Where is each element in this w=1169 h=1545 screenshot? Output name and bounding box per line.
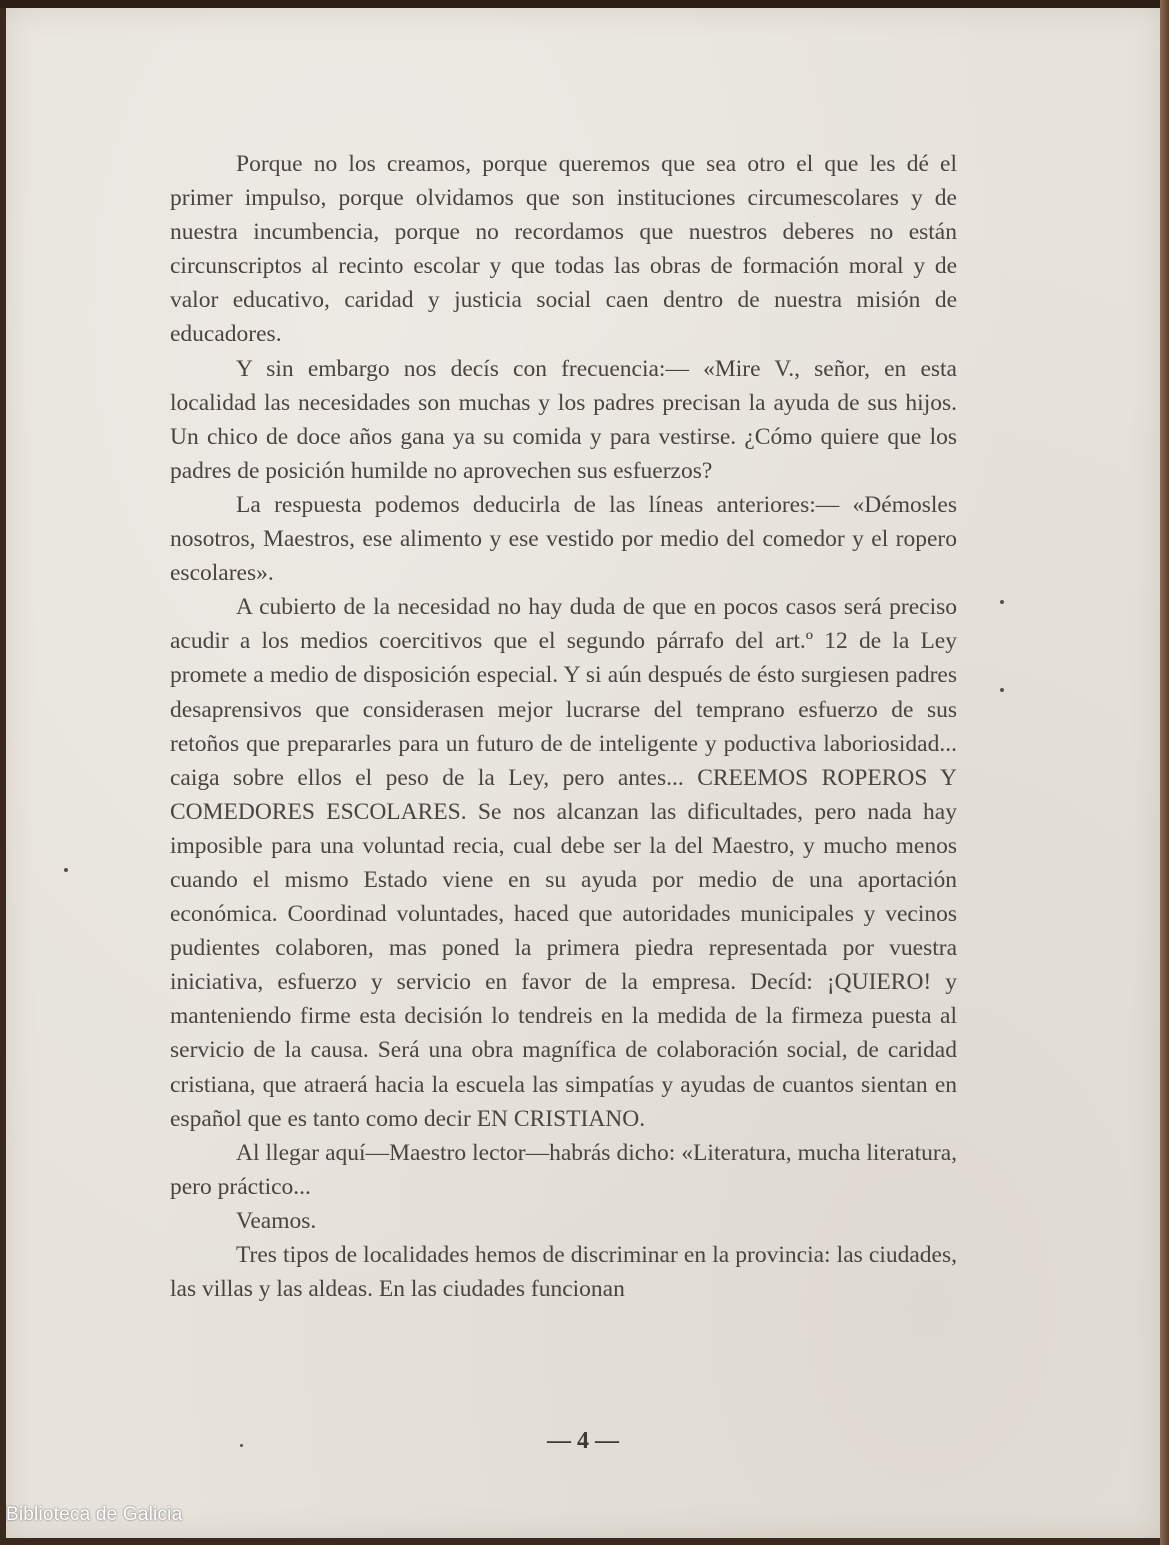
paragraph-6: Veamos. bbox=[236, 1207, 317, 1234]
body-text bbox=[170, 147, 957, 1306]
book-page bbox=[6, 8, 1160, 1538]
paragraph-5: Al llegar aquí—Maestro lector—habrás dicho: «Literatura, mucha literatura, pero práctico... bbox=[170, 1139, 957, 1200]
page-right-edge bbox=[1160, 0, 1169, 1545]
page-number: — 4 — bbox=[547, 1428, 619, 1454]
paper-speck bbox=[1000, 688, 1004, 692]
library-watermark: Biblioteca de Galicia bbox=[6, 1504, 183, 1525]
paragraph-1: Porque no los creamos, porque queremos que sea otro el que les dé el primer impulso, porque olvidamos que son instituciones circumescolares y de nuestra incumbencia, porque no recordamos que nuestros deberes no están circunscriptos al recinto escolar y que todas las obras de formación moral y de valor educativo, caridad y justicia social caen dentro de nuestra misión de educadores. bbox=[170, 151, 957, 348]
paragraph-3: La respuesta podemos deducirla de las líneas anteriores:— «Démosles nosotros, Maestros, ese alimento y ese vestido por medio del comedor y el ropero escolares». bbox=[170, 491, 957, 587]
paper-speck bbox=[1000, 600, 1004, 604]
paper-speck bbox=[64, 868, 68, 872]
page-top-edge bbox=[0, 0, 1169, 8]
paragraph-7: Tres tipos de localidades hemos de discriminar en la provincia: las ciudades, las villas y las aldeas. En las ciudades funcionan bbox=[170, 1242, 957, 1303]
paragraph-2: Y sin embargo nos decís con frecuencia:— «Mire V., señor, en esta localidad las necesidades son muchas y los padres precisan la ayuda de sus hijos. Un chico de doce años gana ya su comida y para vestirse. ¿Cómo quiere que los padres de posición humilde no aprovechen sus esfuerzos? bbox=[170, 355, 957, 484]
paragraph-4: A cubierto de la necesidad no hay duda de que en pocos casos será preciso acudir a los medios coercitivos que el segundo párrafo del art.º 12 de la Ley promete a medio de disposición especial. Y si aún después de ésto surgiesen padres desaprensivos que considerasen mejor lucrarse del temprano esfuerzo de sus retoños que prepararles para un futuro de de inteligente y poductiva laboriosidad... caiga sobre ellos el peso de la Ley, pero antes... CREEMOS ROPEROS Y COMEDORES ESCOLARES. Se nos alcanzan las dificultades, pero nada hay imposible para una voluntad recia, cual debe ser la del Maestro, y mucho menos cuando el mismo Estado viene en su ayuda por medio de una aportación económica. Coordinad voluntades, haced que autoridades municipales y vecinos pudientes colaboren, mas poned la primera piedra representada por vuestra iniciativa, esfuerzo y servicio en favor de la empresa. Decíd: ¡QUIERO! y manteniendo firme esta decisión lo tendreis en la medida de la firmeza puesta al servicio de la causa. Será una obra magnífica de colaboración social, de caridad cristiana, que atraerá hacia la escuela las simpatías y ayudas de cuantos sientan en español que es tanto como decir EN CRISTIANO. bbox=[170, 594, 957, 1132]
paper-speck bbox=[240, 1444, 243, 1447]
